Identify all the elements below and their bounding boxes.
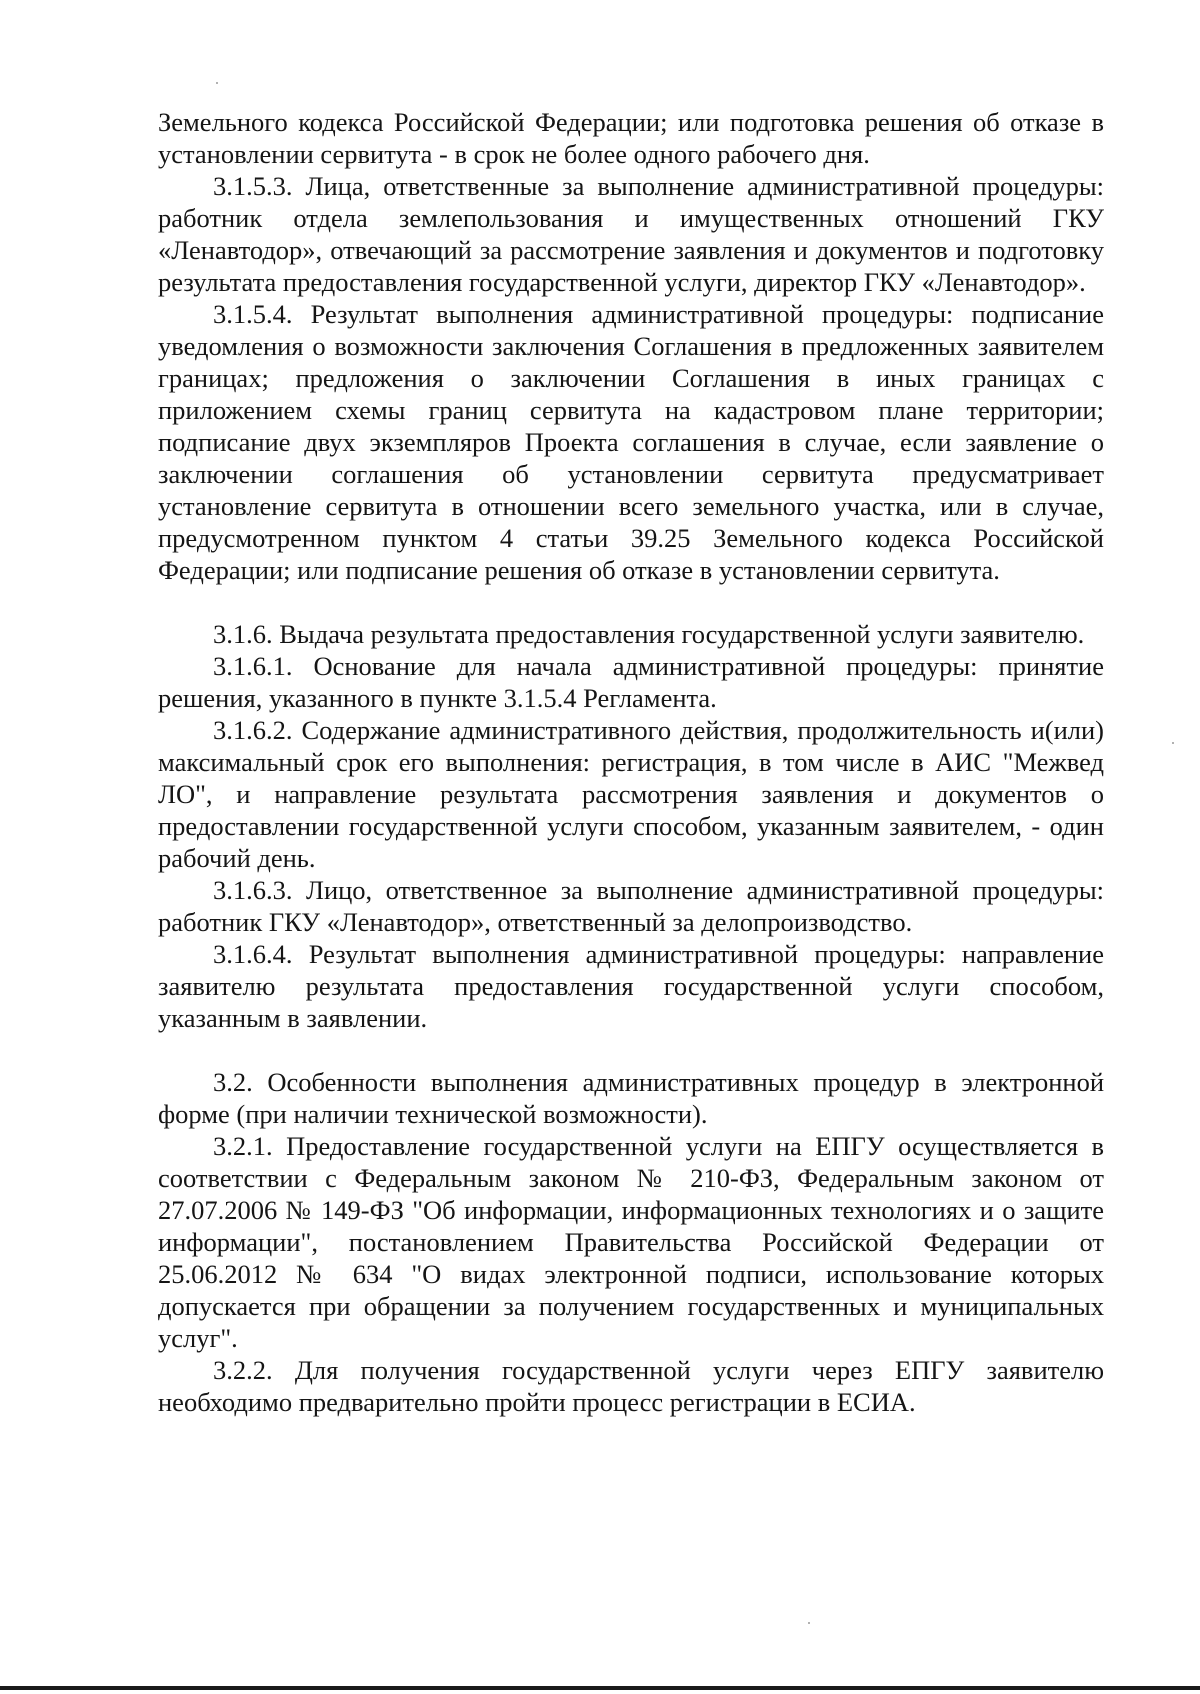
paragraph-3-1-6-1: 3.1.6.1. Основание для начала административной процедуры: принятие решения, указанного в пункте 3.1.5.4 Регламента.	[158, 651, 1104, 713]
scan-edge-line	[0, 1686, 1200, 1690]
paragraph-3-2: 3.2. Особенности выполнения административных процедур в электронной форме (при наличии технической возможности).	[158, 1067, 1104, 1129]
paragraph-3-1-5-3: 3.1.5.3. Лица, ответственные за выполнение административной процедуры: работник отдела землепользования и имущественных отношений ГКУ «Ленавтодор», отвечающий за рассмотрение заявления и документов и подготовку результата предоставления государственной услуги, директор ГКУ «Ленавтодор».	[158, 171, 1104, 297]
paragraph-3-2-1: 3.2.1. Предоставление государственной услуги на ЕПГУ осуществляется в соответствии с Федеральным законом № 210-ФЗ, Федеральным законом от 27.07.2006 № 149-ФЗ "Об информации, информационных технологиях и о защите информации", постановлением Правительства Российской Федерации от 25.06.2012 № 634 "О видах электронной подписи, использование которых допускается при обращении за получением государственных и муниципальных услуг".	[158, 1131, 1104, 1353]
paragraph-land-code-continuation: Земельного кодекса Российской Федерации; или подготовка решения об отказе в установлении сервитута - в срок не более одного рабочего дня.	[158, 107, 1104, 169]
document-body	[158, 106, 1104, 1418]
paragraph-3-1-6-2: 3.1.6.2. Содержание административного действия, продолжительность и(или) максимальный срок его выполнения: регистрация, в том числе в АИС "Межвед ЛО", и направление результата рассмотрения заявления и документов о предоставлении государственной услуги способом, указанным заявителем, - один рабочий день.	[158, 715, 1104, 873]
paragraph-3-1-6: 3.1.6. Выдача результата предоставления государственной услуги заявителю.	[213, 619, 1085, 649]
paragraph-3-1-6-3: 3.1.6.3. Лицо, ответственное за выполнение административной процедуры: работник ГКУ «Ленавтодор», ответственный за делопроизводство.	[158, 875, 1104, 937]
paragraph-3-1-6-4: 3.1.6.4. Результат выполнения административной процедуры: направление заявителю результата предоставления государственной услуги способом, указанным в заявлении.	[158, 939, 1104, 1033]
paragraph-gap	[158, 1034, 1104, 1066]
paragraph-3-1-5-4: 3.1.5.4. Результат выполнения административной процедуры: подписание уведомления о возможности заключения Соглашения в предложенных заявителем границах; предложения о заключении Соглашения в иных границах с приложением схемы границ сервитута на кадастровом плане территории; подписание двух экземпляров Проекта соглашения в случае, если заявление о заключении соглашения об установлении сервитута предусматривает установление сервитута в отношении всего земельного участка, или в случае, предусмотренном пунктом 4 статьи 39.25 Земельного кодекса Российской Федерации; или подписание решения об отказе в установлении сервитута.	[158, 299, 1104, 585]
paragraph-3-2-2: 3.2.2. Для получения государственной услуги через ЕПГУ заявителю необходимо предварительно пройти процесс регистрации в ЕСИА.	[158, 1355, 1104, 1417]
scan-speck	[216, 82, 218, 84]
paragraph-gap	[158, 586, 1104, 618]
scan-speck	[1172, 742, 1174, 744]
scan-speck	[808, 1622, 810, 1624]
